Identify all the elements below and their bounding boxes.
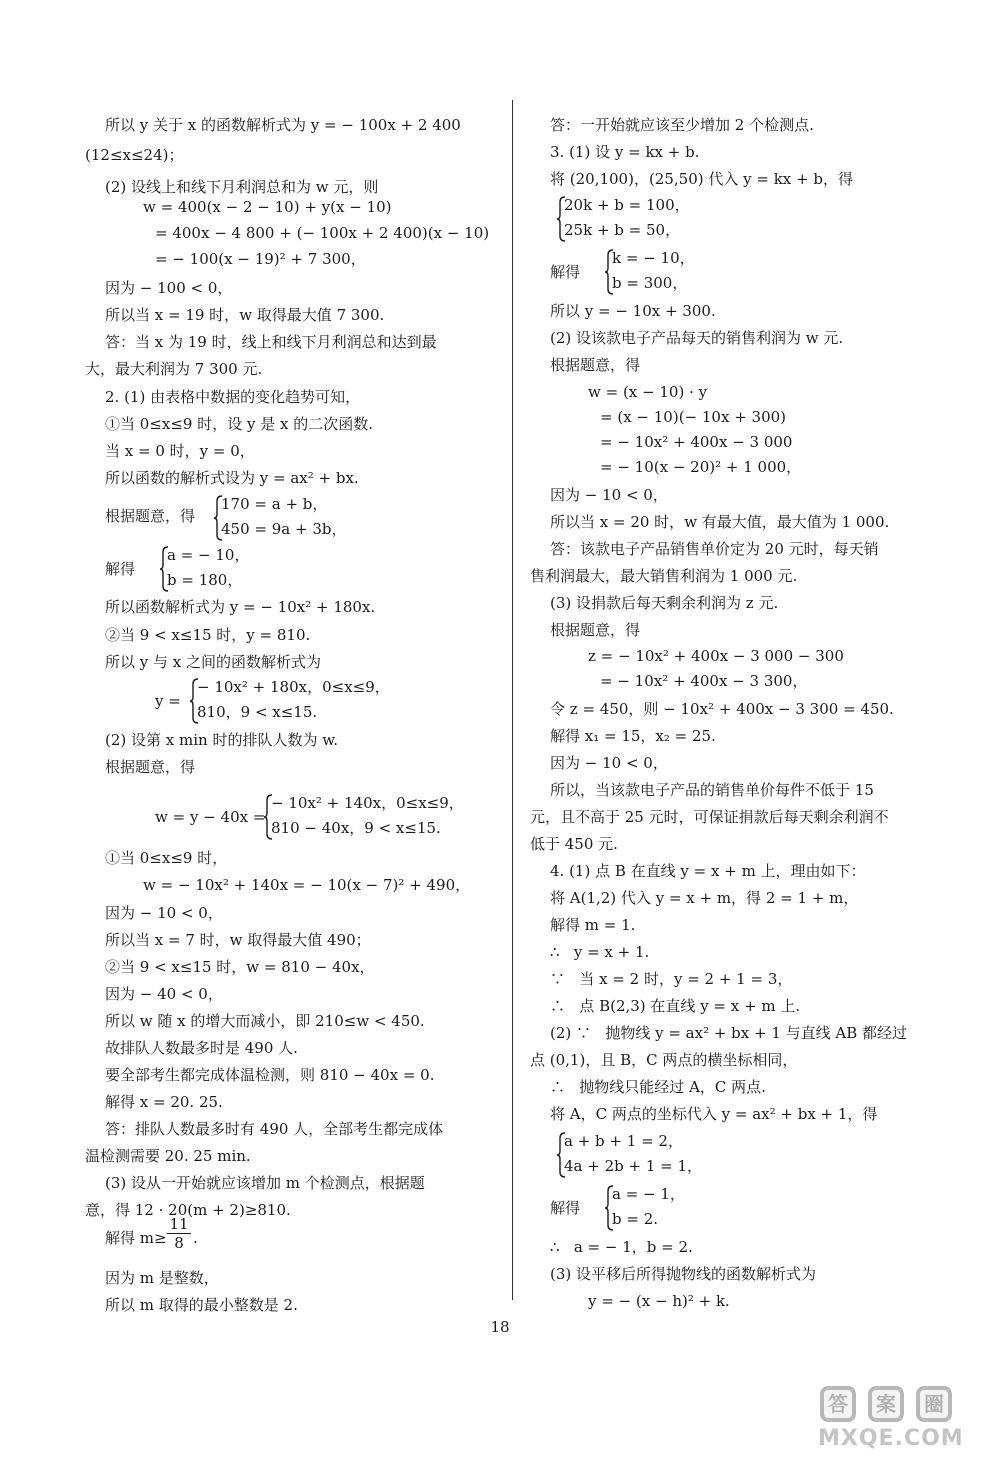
text-line: = 400x − 4 800 + (− 100x + 2 400)(x − 10)	[155, 224, 490, 242]
text-line: b = 2.	[612, 1210, 659, 1228]
brace-icon	[213, 495, 223, 541]
brace-icon	[604, 1185, 614, 1231]
brace-icon	[556, 1132, 566, 1178]
text-line: 令 z = 450，则 − 10x² + 400x − 3 300 = 450.	[550, 700, 894, 718]
text-line: 因为 − 100 < 0，	[105, 279, 233, 297]
text-line: (2) ∵ 抛物线 y = ax² + bx + 1 与直线 AB 都经过	[550, 1024, 908, 1042]
text-line: 将 A，C 两点的坐标代入 y = ax² + bx + 1，得	[550, 1105, 878, 1123]
text-line: 所以 y 与 x 之间的函数解析式为	[105, 653, 322, 671]
page-number: 18	[490, 1318, 510, 1336]
text-line: 解得 x = 20. 25.	[105, 1093, 223, 1111]
text-line: 所以 y 关于 x 的函数解析式为 y = − 100x + 2 400	[105, 116, 461, 134]
text-line: 根据题意，得	[550, 356, 641, 374]
text-line: 所以函数解析式为 y = − 10x² + 180x.	[105, 598, 376, 616]
text-line: = − 10x² + 400x − 3 300，	[600, 672, 808, 690]
text-line: w = y − 40x =	[155, 808, 266, 826]
text-line: = (x − 10)(− 10x + 300)	[600, 408, 787, 426]
text-line: w = (x − 10) · y	[588, 383, 708, 401]
text-line: = − 10(x − 20)² + 1 000，	[600, 458, 802, 476]
text-line: 将 A(1,2) 代入 y = x + m，得 2 = 1 + m，	[550, 889, 859, 907]
text-line: = − 100(x − 19)² + 7 300，	[155, 250, 366, 268]
text-line: (12≤x≤24)；	[85, 146, 184, 164]
text-line: 所以，当该款电子产品的销售单价每件不低于 15	[550, 781, 874, 799]
brace-icon	[604, 249, 614, 295]
watermark-char-2: 案	[868, 1386, 904, 1422]
text-line: 所以 m 取得的最小整数是 2.	[105, 1296, 298, 1314]
text-line: 所以当 x = 20 时，w 有最大值，最大值为 1 000.	[550, 513, 890, 531]
text-line: ∴ 抛物线只能经过 A，C 两点.	[550, 1078, 766, 1096]
text-line: 答：一开始就应该至少增加 2 个检测点.	[550, 116, 814, 134]
brace-icon	[556, 196, 566, 242]
fraction	[167, 1215, 191, 1252]
text-line: − 10x² + 140x，0≤x≤9，	[271, 794, 464, 812]
text-line: 因为 − 10 < 0，	[105, 904, 223, 922]
text-line: 大，最大利润为 7 300 元.	[85, 360, 263, 378]
text-line: 点 (0,1)，且 B，C 两点的横坐标相同，	[530, 1051, 798, 1069]
text-line: y =	[155, 692, 181, 710]
text-line: 810，9 < x≤15.	[197, 703, 318, 721]
text-line: 450 = 9a + 3b，	[221, 520, 347, 538]
text-line: a + b + 1 = 2，	[564, 1132, 683, 1150]
text-line: 4. (1) 点 B 在直线 y = x + m 上，理由如下：	[550, 862, 866, 880]
brace-icon	[159, 546, 169, 592]
text-line: 170 = a + b，	[221, 495, 328, 513]
text-line: ∴ 点 B(2,3) 在直线 y = x + m 上.	[550, 997, 801, 1015]
watermark-char-3: 圈	[916, 1386, 952, 1422]
text-line: 所以当 x = 19 时，w 取得最大值 7 300.	[105, 306, 385, 324]
text-line: b = 180，	[167, 571, 243, 589]
text-line: 所以函数的解析式设为 y = ax² + bx.	[105, 469, 359, 487]
text-line: 解得 x₁ = 15，x₂ = 25.	[550, 727, 716, 745]
text-line: 意，得 12 · 20(m + 2)≥810.	[85, 1201, 291, 1219]
watermark-url: MXQE.COM	[818, 1426, 964, 1451]
text-line: y = − (x − h)² + k.	[588, 1292, 730, 1310]
text-line: 根据题意，得	[105, 758, 196, 776]
text-line: 3. (1) 设 y = kx + b.	[550, 143, 700, 161]
text-line: z = − 10x² + 400x − 3 000 − 300	[588, 647, 844, 665]
text-line: (3) 设平移后所得抛物线的函数解析式为	[550, 1265, 817, 1283]
text-line: 4a + 2b + 1 = 1，	[564, 1157, 703, 1175]
text-line: 元，且不高于 25 元时，可保证捐款后每天剩余利润不	[530, 808, 889, 826]
text-line: b = 300，	[612, 274, 688, 292]
text-line: 所以当 x = 7 时，w 取得最大值 490；	[105, 931, 371, 949]
text-line: (2) 设第 x min 时的排队人数为 w.	[105, 731, 339, 749]
text-line: 2. (1) 由表格中数据的变化趋势可知，	[105, 388, 361, 406]
text-line: ∵ 当 x = 2 时，y = 2 + 1 = 3，	[550, 970, 793, 988]
text-line: = − 10x² + 400x − 3 000	[600, 433, 793, 451]
text-line: k = − 10，	[612, 249, 695, 267]
text-line: 25k + b = 50，	[564, 221, 681, 239]
period: .	[193, 1229, 198, 1247]
text-line: 解得	[550, 1199, 581, 1217]
text-line: 因为 m 是整数，	[105, 1269, 219, 1287]
watermark	[800, 1380, 990, 1460]
fraction-numerator: 11	[167, 1215, 191, 1234]
text-line: − 10x² + 180x，0≤x≤9，	[197, 678, 390, 696]
text-line: (2) 设该款电子产品每天的销售利润为 w 元.	[550, 329, 844, 347]
column-divider	[512, 100, 513, 1300]
text-line: 所以 w 随 x 的增大而减小，即 210≤w < 450.	[105, 1012, 425, 1030]
text-line: 因为 − 40 < 0，	[105, 985, 223, 1003]
text-line: ①当 0≤x≤9 时，设 y 是 x 的二次函数.	[105, 415, 373, 433]
text-line: 解得 m≥	[105, 1229, 167, 1247]
text-line: 故排队人数最多时是 490 人.	[105, 1039, 298, 1057]
text-line: ∴ y = x + 1.	[550, 943, 650, 961]
text-line: 温检测需要 20. 25 min.	[85, 1147, 251, 1165]
text-line: 因为 − 10 < 0，	[550, 754, 668, 772]
text-line: w = − 10x² + 140x = − 10(x − 7)² + 490，	[143, 876, 471, 894]
text-line: 要全部考生都完成体温检测，则 810 − 40x = 0.	[105, 1066, 435, 1084]
text-line: ②当 9 < x≤15 时，w = 810 − 40x，	[105, 958, 375, 976]
watermark-char-1: 答	[820, 1386, 856, 1422]
text-line: 解得	[105, 560, 136, 578]
text-line: 答：当 x 为 19 时，线上和线下月利润总和达到最	[105, 333, 437, 351]
text-line: 解得 m = 1.	[550, 916, 636, 934]
text-line: 售利润最大，最大销售利润为 1 000 元.	[530, 567, 798, 585]
text-line: 20k + b = 100，	[564, 196, 690, 214]
text-line: 所以 y = − 10x + 300.	[550, 302, 716, 320]
text-line: 低于 450 元.	[530, 835, 618, 853]
text-line: ∴ a = − 1，b = 2.	[550, 1238, 693, 1256]
fraction-denominator: 8	[174, 1234, 184, 1252]
text-line: ①当 0≤x≤9 时，	[105, 849, 228, 867]
text-line: 根据题意，得	[550, 621, 641, 639]
text-line: a = − 1，	[612, 1185, 685, 1203]
text-line: 将 (20,100)，(25,50) 代入 y = kx + b，得	[550, 170, 853, 188]
brace-icon	[263, 794, 273, 840]
text-line: w = 400(x − 2 − 10) + y(x − 10)	[143, 198, 392, 216]
text-line: 因为 − 10 < 0，	[550, 486, 668, 504]
text-line: 答：排队人数最多时有 490 人，全部考生都完成体	[105, 1120, 444, 1138]
text-line: 810 − 40x，9 < x≤15.	[271, 819, 441, 837]
text-line: a = − 10，	[167, 546, 250, 564]
text-line: 解得	[550, 263, 581, 281]
brace-icon	[189, 678, 199, 724]
text-line: (2) 设线上和线下月利润总和为 w 元，则	[105, 178, 379, 196]
text-line: ②当 9 < x≤15 时，y = 810.	[105, 626, 311, 644]
text-line: (3) 设从一开始就应该增加 m 个检测点，根据题	[105, 1174, 425, 1192]
text-line: 根据题意，得	[105, 507, 196, 525]
text-line: (3) 设捐款后每天剩余利润为 z 元.	[550, 594, 779, 612]
text-line: 答：该款电子产品销售单价定为 20 元时，每天销	[550, 540, 879, 558]
text-line: 当 x = 0 时，y = 0，	[105, 442, 255, 460]
